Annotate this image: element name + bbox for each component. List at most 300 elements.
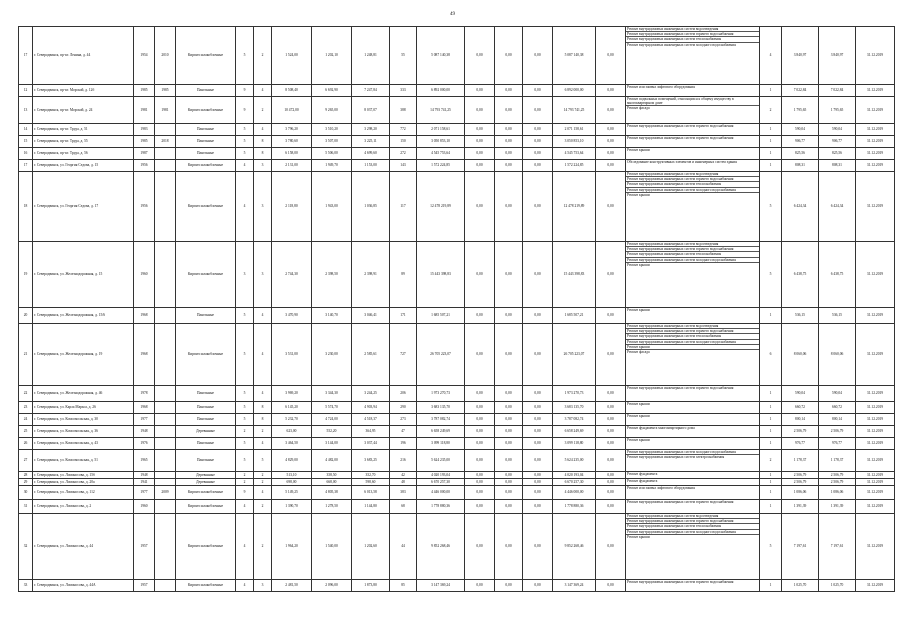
table-cell-fl: 5 — [236, 124, 254, 136]
table-cell-p1: 976,77 — [782, 438, 819, 450]
table-cell-addr: г. Северодвинск, ул. Ломоносова, д. 44 — [33, 514, 134, 580]
table-cell-d: 31.12.2019 — [856, 136, 895, 148]
table-cell-s2: 3 140,70 — [312, 308, 352, 324]
table-cell-c: 5 — [760, 242, 782, 308]
table-cell-fl: 2 — [236, 426, 254, 438]
table-cell-p1: 8 060,06 — [782, 324, 819, 386]
work-item: Ремонт крыши — [627, 192, 650, 197]
table-cell-works — [626, 402, 760, 414]
table-cell-z4: 0,00 — [596, 486, 626, 500]
table-cell-c: 1 — [760, 136, 782, 148]
table-cell-z1: 0,00 — [465, 27, 495, 85]
table-cell-res: 216 — [390, 450, 417, 472]
table-cell-own: 4 446 000,00 — [553, 486, 596, 500]
table-cell-addr: г. Северодвинск, ул. Ломоносова, д. 2 — [33, 500, 134, 514]
table-cell-n: 15 — [19, 136, 33, 148]
table-cell-n: 29 — [19, 479, 33, 486]
table-cell-s2: 1 949,70 — [312, 160, 352, 172]
table-cell-c: 1 — [760, 438, 782, 450]
work-item: Ремонт внутридомовых инженерных систем водоотведения — [626, 172, 759, 177]
work-item: Ремонт крыши — [627, 148, 650, 152]
table-cell-p2: 800,14 — [819, 414, 856, 426]
table-cell-y2: 1985 — [155, 85, 176, 97]
table-cell-fl: 5 — [236, 148, 254, 160]
table-cell-z2: 0,00 — [495, 580, 523, 592]
table-cell-mat: Кирпич шлакоблочные — [176, 580, 236, 592]
table-cell-mat: Кирпич шлакоблочные — [176, 242, 236, 308]
table-cell-p2: 6 438,75 — [819, 242, 856, 308]
table-cell-d: 31.12.2019 — [856, 97, 895, 124]
table-cell-s3: 1 202,60 — [352, 514, 390, 580]
table-cell-p2: 660,72 — [819, 402, 856, 414]
table-cell-en: 4 — [254, 308, 272, 324]
work-item: Ремонт внутридомовых инженерных систем холодного водоснабжения — [626, 188, 759, 193]
table-cell-c: 1 — [760, 85, 782, 97]
table-cell-z2: 0,00 — [495, 386, 523, 402]
table-cell-works — [626, 450, 760, 472]
table-cell-addr: г. Северодвинск, ул. Георгия Седова, д. 17 — [33, 172, 134, 242]
table-cell-c: 1 — [760, 124, 782, 136]
table-cell-z1: 0,00 — [465, 500, 495, 514]
table-cell-z3: 0,00 — [523, 85, 553, 97]
table-cell-res: 143 — [390, 160, 417, 172]
table-cell-works — [626, 414, 760, 426]
table-cell-p1: 825,56 — [782, 148, 819, 160]
table-cell-s1: 3 464,50 — [272, 438, 312, 450]
table-cell-d: 31.12.2019 — [856, 386, 895, 402]
table-cell-y2 — [155, 426, 176, 438]
table-cell-d: 31.12.2019 — [856, 426, 895, 438]
table-cell-en: 8 — [254, 148, 272, 160]
work-item: Ремонт или замена лифтового оборудования — [627, 85, 695, 89]
table-cell-fl: 5 — [236, 414, 254, 426]
table-cell-s1: 3 969,20 — [272, 386, 312, 402]
table-cell-own: 3 683 135,70 — [553, 402, 596, 414]
table-cell-p2: 1 086,06 — [819, 486, 856, 500]
table-cell-y1: 1977 — [134, 414, 155, 426]
table-row — [19, 486, 895, 500]
table-cell-tot: 4 446 000,00 — [417, 486, 465, 500]
work-item: Ремонт внутридомовых инженерных систем холодного водоснабжения — [626, 530, 759, 535]
table-cell-s1: 5 149,25 — [272, 486, 312, 500]
table-cell-s2: 4 482,00 — [312, 450, 352, 472]
table-cell-c: 1 — [760, 308, 782, 324]
table-cell-d: 31.12.2019 — [856, 160, 895, 172]
table-cell-res: 272 — [390, 148, 417, 160]
table-cell-s3: 8 037,07 — [352, 97, 390, 124]
table-row — [19, 479, 895, 486]
table-cell-y2 — [155, 324, 176, 386]
table-cell-addr: г. Северодвинск, ул. Железнодорожная, д. 15/6 — [33, 308, 134, 324]
table-cell-z1: 0,00 — [465, 308, 495, 324]
table-cell-p2: 825,56 — [819, 148, 856, 160]
table-cell-s1: 10 472,00 — [272, 97, 312, 124]
table-cell-z1: 0,00 — [465, 479, 495, 486]
table-cell-en: 8 — [254, 414, 272, 426]
table-cell-y2: 2010 — [155, 27, 176, 85]
table-cell-z3: 0,00 — [523, 324, 553, 386]
table-cell-own: 6 658 249,69 — [553, 426, 596, 438]
table-cell-z1: 0,00 — [465, 324, 495, 386]
table-cell-res: 333 — [390, 85, 417, 97]
table-cell-d: 31.12.2019 — [856, 85, 895, 97]
table-cell-d: 31.12.2019 — [856, 324, 895, 386]
table-cell-mat: Панельные — [176, 136, 236, 148]
table-cell-z2: 0,00 — [495, 426, 523, 438]
table-cell-tot: 12 478 219,89 — [417, 172, 465, 242]
table-cell-s1: 2 481,50 — [272, 580, 312, 592]
table-cell-mat: Панельные — [176, 414, 236, 426]
table-cell-p1: 1 391,39 — [782, 500, 819, 514]
table-cell-en: 3 — [254, 242, 272, 308]
work-item: Ремонт внутридомовых инженерных систем холодного водоснабжения — [626, 258, 759, 263]
table-cell-z3: 0,00 — [523, 386, 553, 402]
table-cell-c: 1 — [760, 472, 782, 479]
table-cell-s3: 7 247,84 — [352, 85, 390, 97]
table-cell-res: 383 — [390, 486, 417, 500]
table-cell-p1: 7 197,61 — [782, 514, 819, 580]
table-cell-p1: 590,04 — [782, 386, 819, 402]
table-cell-p1: 536,15 — [782, 308, 819, 324]
table-cell-en: 2 — [254, 97, 272, 124]
work-item: Ремонт внутридомовых инженерных систем горячего водоснабжения — [626, 247, 759, 252]
table-cell-res: 150 — [390, 136, 417, 148]
table-cell-y1: 1941 — [134, 479, 155, 486]
table-cell-addr: г. Северодвинск, ул. Комсомольская, д. 43 — [33, 438, 134, 450]
work-item: Ремонт внутридомовых инженерных систем электроснабжения — [627, 455, 725, 460]
table-row — [19, 414, 895, 426]
table-cell-own: 1 778 880,36 — [553, 500, 596, 514]
work-item: Ремонт внутридомовых инженерных систем горячего водоснабжения — [627, 124, 734, 128]
table-cell-z4: 0,00 — [596, 450, 626, 472]
table-cell-n: 12 — [19, 85, 33, 97]
table-cell-s1: 2 131,00 — [272, 160, 312, 172]
table-cell-y1: 1987 — [134, 148, 155, 160]
table-cell-y1: 1977 — [134, 486, 155, 500]
table-cell-z4: 0,00 — [596, 426, 626, 438]
table-cell-p1: 800,14 — [782, 414, 819, 426]
table-cell-p1: 660,72 — [782, 402, 819, 414]
table-cell-s1: 3 796,20 — [272, 124, 312, 136]
work-item: Ремонт внутридомовых инженерных систем горячего водоснабжения — [627, 500, 734, 504]
table-cell-s2: 552,20 — [312, 426, 352, 438]
table-cell-works — [626, 242, 760, 308]
table-cell-n: 16 — [19, 148, 33, 160]
table-cell-z3: 0,00 — [523, 242, 553, 308]
table-cell-en: 2 — [254, 472, 272, 479]
table-cell-works — [626, 479, 760, 486]
table-row — [19, 450, 895, 472]
table-cell-z2: 0,00 — [495, 324, 523, 386]
table-cell-fl: 2 — [236, 472, 254, 479]
table-cell-n: 13 — [19, 97, 33, 124]
table-cell-works — [626, 324, 760, 386]
table-cell-en: 4 — [254, 486, 272, 500]
table-cell-en: 4 — [254, 124, 272, 136]
table-cell-z2: 0,00 — [495, 160, 523, 172]
work-item: Ремонт внутридомовых инженерных систем холодного водоснабжения — [626, 450, 759, 455]
table-cell-z3: 0,00 — [523, 160, 553, 172]
table-cell-own: 5 087 140,38 — [553, 27, 596, 85]
table-cell-own: 14 793 741,25 — [553, 97, 596, 124]
table-cell-tot: 6 658 249,69 — [417, 426, 465, 438]
table-cell-p1: 3 840,97 — [782, 27, 819, 85]
table-cell-mat: Кирпич шлакоблочные — [176, 97, 236, 124]
table-cell-mat: Деревянные — [176, 426, 236, 438]
table-cell-n: 14 — [19, 124, 33, 136]
table-cell-z3: 0,00 — [523, 172, 553, 242]
table-cell-c: 5 — [760, 172, 782, 242]
table-cell-s3: 1 873,80 — [352, 580, 390, 592]
table-cell-z1: 0,00 — [465, 438, 495, 450]
table-cell-fl: 5 — [236, 308, 254, 324]
table-cell-y2 — [155, 580, 176, 592]
table-cell-tot: 2 071 158,61 — [417, 124, 465, 136]
table-cell-s2: 5 574,70 — [312, 402, 352, 414]
table-cell-tot: 3 147 369,24 — [417, 580, 465, 592]
table-cell-z4: 0,00 — [596, 85, 626, 97]
table-cell-works — [626, 438, 760, 450]
table-cell-res: 171 — [390, 308, 417, 324]
table-cell-z2: 0,00 — [495, 172, 523, 242]
table-cell-works — [626, 136, 760, 148]
work-item: Ремонт крыши — [627, 262, 650, 267]
table-cell-y2 — [155, 172, 176, 242]
table-cell-s2: 668,00 — [312, 479, 352, 486]
table-cell-own: 1 572 224,85 — [553, 160, 596, 172]
table-cell-addr: г. Северодвинск, пр-кт. Ленина, д. 44 — [33, 27, 134, 85]
table-cell-n: 20 — [19, 308, 33, 324]
table-cell-z3: 0,00 — [523, 136, 553, 148]
table-cell-s2: 1 943,00 — [312, 172, 352, 242]
table-cell-p2: 590,04 — [819, 386, 856, 402]
table-cell-res: 47 — [390, 426, 417, 438]
table-cell-n: 27 — [19, 450, 33, 472]
table-cell-p2: 536,15 — [819, 308, 856, 324]
table-row — [19, 97, 895, 124]
table-cell-z1: 0,00 — [465, 148, 495, 160]
table-cell-y1: 1956 — [134, 160, 155, 172]
table-cell-z4: 0,00 — [596, 136, 626, 148]
work-item: Ремонт фундамента — [627, 479, 658, 483]
table-cell-d: 31.12.2019 — [856, 242, 895, 308]
table-cell-addr: г. Северодвинск, пр-кт. Морской, д. 24 — [33, 97, 134, 124]
table-cell-z3: 0,00 — [523, 438, 553, 450]
table-cell-z4: 0,00 — [596, 438, 626, 450]
table-cell-z4: 0,00 — [596, 97, 626, 124]
table-cell-y2 — [155, 414, 176, 426]
work-item: Ремонт внутридомовых инженерных систем водоотведения — [626, 514, 759, 519]
table-cell-z2: 0,00 — [495, 97, 523, 124]
table-cell-res: 273 — [390, 414, 417, 426]
work-item: Ремонт фундамента — [627, 472, 658, 476]
table-cell-mat: Кирпич шлакоблочные — [176, 324, 236, 386]
table-cell-mat: Кирпич шлакоблочные — [176, 514, 236, 580]
table-cell-tot: 6 892 000,00 — [417, 85, 465, 97]
table-cell-p1: 1 795,65 — [782, 97, 819, 124]
table-cell-n: 25 — [19, 426, 33, 438]
table-cell-s1: 6 145,20 — [272, 402, 312, 414]
work-item: Ремонт фундамента многоквартирного дома — [627, 426, 695, 430]
table-cell-mat: Кирпич шлакоблочные — [176, 486, 236, 500]
table-cell-addr: г. Северодвинск, ул. Ломоносова, д. 15б — [33, 472, 134, 479]
table-cell-z1: 0,00 — [465, 580, 495, 592]
work-item: Ремонт внутридомовых инженерных систем теплоснабжения — [626, 37, 759, 42]
table-cell-en: 4 — [254, 386, 272, 402]
table-cell-n: 22 — [19, 386, 33, 402]
table-row — [19, 438, 895, 450]
table-cell-addr: г. Северодвинск, ул. Железнодорожная, д. 15 — [33, 242, 134, 308]
table-cell-c: 1 — [760, 500, 782, 514]
table-cell-z1: 0,00 — [465, 486, 495, 500]
table-cell-z4: 0,00 — [596, 402, 626, 414]
work-item: Ремонт крыши — [626, 345, 759, 350]
table-cell-works — [626, 124, 760, 136]
table-cell-works — [626, 500, 760, 514]
table-cell-own: 3 050 853,10 — [553, 136, 596, 148]
table-cell-s1: 2 744,30 — [272, 242, 312, 308]
table-cell-z4: 0,00 — [596, 514, 626, 580]
table-cell-y1: 1985 — [134, 85, 155, 97]
table-cell-own: 12 478 219,89 — [553, 172, 596, 242]
table-cell-y2 — [155, 242, 176, 308]
table-cell-res: 290 — [390, 402, 417, 414]
table-row — [19, 124, 895, 136]
work-item: Ремонт внутридомовых инженерных систем горячего водоснабжения — [626, 177, 759, 182]
table-cell-addr: г. Северодвинск, ул. Комсомольская, д. 30 — [33, 414, 134, 426]
table-cell-c: 2 — [760, 97, 782, 124]
table-cell-y1: 1985 — [134, 136, 155, 148]
table-cell-z4: 0,00 — [596, 27, 626, 85]
table-cell-fl: 3 — [236, 242, 254, 308]
table-cell-n: 24 — [19, 414, 33, 426]
table-cell-z1: 0,00 — [465, 242, 495, 308]
table-cell-own: 1 973 270,73 — [553, 386, 596, 402]
table-cell-y1: 1957 — [134, 514, 155, 580]
table-cell-addr: г. Северодвинск, ул. Георгия Седова, д. 15 — [33, 160, 134, 172]
table-cell-works — [626, 472, 760, 479]
table-cell-z1: 0,00 — [465, 402, 495, 414]
table-cell-c: 1 — [760, 402, 782, 414]
table-cell-p2: 1 795,65 — [819, 97, 856, 124]
table-cell-s2: 1 278,50 — [312, 500, 352, 514]
table-cell-z1: 0,00 — [465, 426, 495, 438]
table-cell-s1: 2 118,80 — [272, 172, 312, 242]
table-cell-res: 68 — [390, 500, 417, 514]
table-cell-z2: 0,00 — [495, 148, 523, 160]
table-cell-z4: 0,00 — [596, 324, 626, 386]
table-cell-s2: 1 202,10 — [312, 27, 352, 85]
table-cell-s2: 3 510,20 — [312, 124, 352, 136]
table-cell-n: 18 — [19, 172, 33, 242]
work-item: Ремонт внутридомовых инженерных систем горячего водоснабжения — [626, 519, 759, 524]
table-cell-addr: г. Северодвинск, ул. Железнодорожная, д. 19 — [33, 324, 134, 386]
table-cell-en: 2 — [254, 479, 272, 486]
table-cell-p2: 2 506,79 — [819, 479, 856, 486]
table-cell-p2: 590,04 — [819, 124, 856, 136]
table-cell-z4: 0,00 — [596, 172, 626, 242]
table-cell-fl: 5 — [236, 438, 254, 450]
table-cell-p2: 976,77 — [819, 438, 856, 450]
table-cell-z2: 0,00 — [495, 414, 523, 426]
table-cell-en: 3 — [254, 160, 272, 172]
table-cell-d: 31.12.2019 — [856, 514, 895, 580]
table-row — [19, 580, 895, 592]
table-cell-own: 3 147 369,24 — [553, 580, 596, 592]
table-cell-d: 31.12.2019 — [856, 438, 895, 450]
table-cell-s3: 4 903,94 — [352, 402, 390, 414]
table-cell-addr: г. Северодвинск, пр-кт. Труда, д. 51 — [33, 124, 134, 136]
table-cell-s3: 3 225,11 — [352, 136, 390, 148]
table-cell-res: 388 — [390, 97, 417, 124]
table-cell-z3: 0,00 — [523, 124, 553, 136]
work-item: Ремонт подвальных помещений, относящихся к общему имуществу в многоквартирном доме — [626, 97, 759, 106]
table-cell-works — [626, 85, 760, 97]
table-cell-en: 3 — [254, 172, 272, 242]
table-cell-p2: 8 060,06 — [819, 324, 856, 386]
table-row — [19, 172, 895, 242]
table-row — [19, 148, 895, 160]
table-cell-y1: 1957 — [134, 580, 155, 592]
table-cell-tot: 26 705 223,07 — [417, 324, 465, 386]
table-cell-c: 1 — [760, 479, 782, 486]
table-cell-z4: 0,00 — [596, 308, 626, 324]
table-cell-z1: 0,00 — [465, 414, 495, 426]
table-cell-addr: г. Северодвинск, пр-кт. Труда, д. 55 — [33, 136, 134, 148]
table-cell-own: 26 705 223,07 — [553, 324, 596, 386]
table-cell-y2: 2009 — [155, 486, 176, 500]
table-cell-works — [626, 514, 760, 580]
table-cell-s3: 3 298,20 — [352, 124, 390, 136]
table-cell-z2: 0,00 — [495, 472, 523, 479]
table-cell-s3: 2 585,61 — [352, 324, 390, 386]
table-cell-y2 — [155, 500, 176, 514]
table-cell-p2: 6 424,34 — [819, 172, 856, 242]
table-cell-n: 19 — [19, 242, 33, 308]
table-cell-tot: 1 685 507,21 — [417, 308, 465, 324]
work-item: Ремонт внутридомовых инженерных систем горячего водоснабжения — [627, 580, 734, 584]
table-cell-y2 — [155, 472, 176, 479]
housing-repair-table — [18, 26, 895, 592]
table-cell-d: 31.12.2019 — [856, 402, 895, 414]
table-cell-en: 5 — [254, 450, 272, 472]
table-cell-z1: 0,00 — [465, 514, 495, 580]
table-cell-z1: 0,00 — [465, 386, 495, 402]
table-cell-tot: 3 050 853,10 — [417, 136, 465, 148]
table-cell-mat: Кирпич шлакоблочные — [176, 160, 236, 172]
table-cell-p2: 7 022,84 — [819, 85, 856, 97]
table-row — [19, 27, 895, 85]
table-cell-addr: г. Северодвинск, ул. Железнодорожная, д. 46 — [33, 386, 134, 402]
table-cell-y2 — [155, 124, 176, 136]
table-cell-c: 1 — [760, 414, 782, 426]
table-cell-p1: 808,31 — [782, 160, 819, 172]
table-cell-mat: Кирпич шлакоблочные — [176, 172, 236, 242]
table-cell-p2: 906,77 — [819, 136, 856, 148]
table-cell-tot: 1 572 224,85 — [417, 160, 465, 172]
table-cell-n: 28 — [19, 472, 33, 479]
table-cell-p1: 590,04 — [782, 124, 819, 136]
table-cell-fl: 4 — [236, 160, 254, 172]
table-cell-s3: 3 037,44 — [352, 438, 390, 450]
table-cell-p1: 2 506,79 — [782, 479, 819, 486]
table-cell-z2: 0,00 — [495, 242, 523, 308]
table-cell-fl: 5 — [236, 386, 254, 402]
work-item: Ремонт внутридомовых инженерных систем холодного водоснабжения — [627, 42, 736, 47]
table-cell-z4: 0,00 — [596, 414, 626, 426]
table-cell-s2: 5 506,00 — [312, 148, 352, 160]
table-cell-s2: 2 398,50 — [312, 242, 352, 308]
